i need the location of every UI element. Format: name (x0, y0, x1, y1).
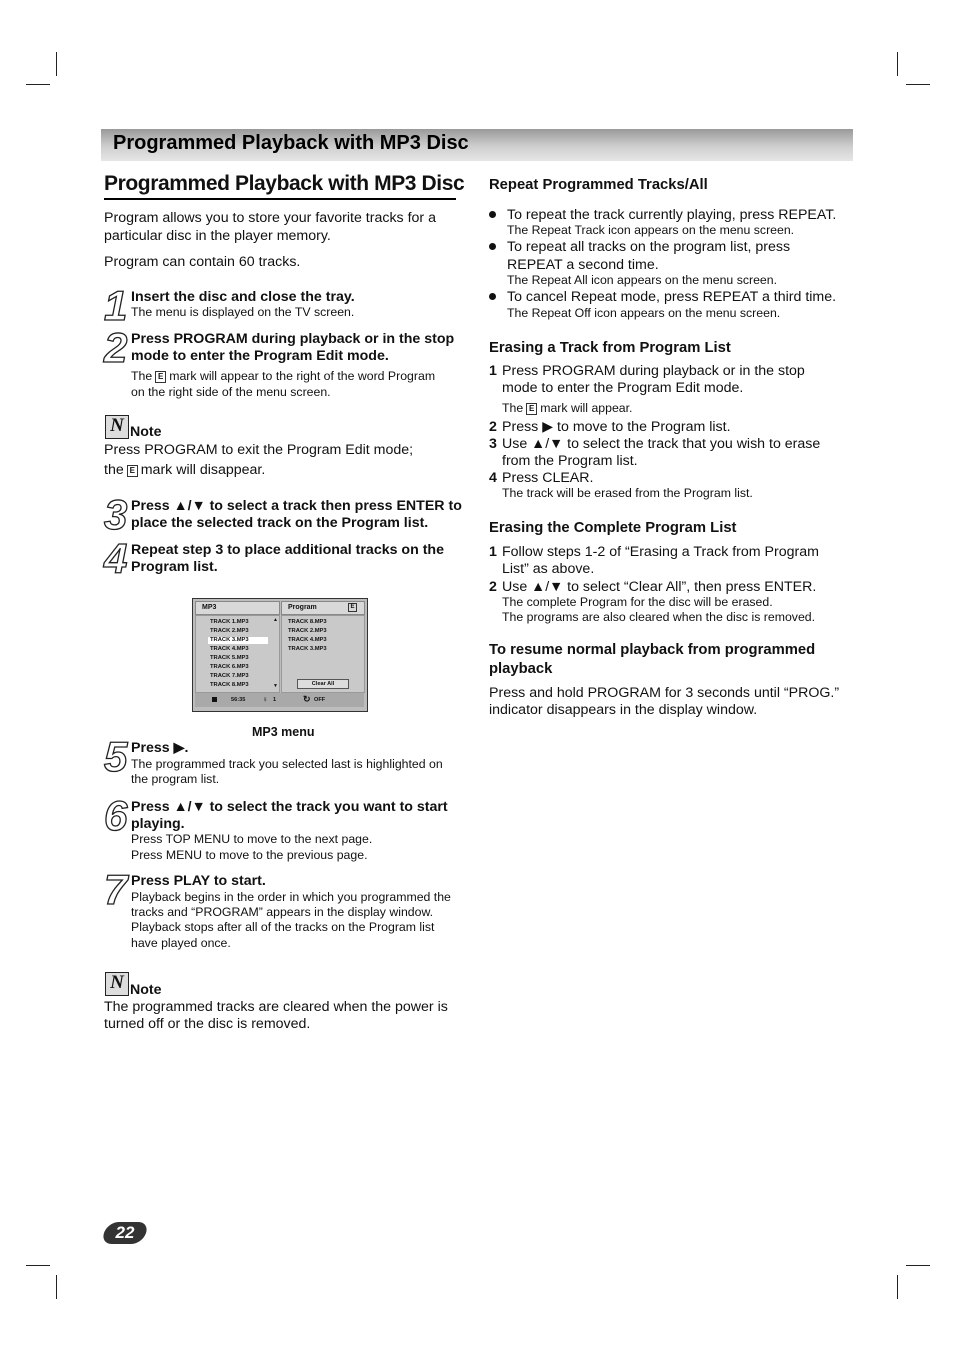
step-number-text: 4 (104, 535, 126, 582)
erase-sub-text: mark will appear. (540, 401, 633, 415)
bullet (489, 243, 496, 250)
crop-mark (56, 1275, 57, 1299)
complete-item: List” as above. (502, 561, 595, 577)
status-bar (195, 693, 364, 707)
step-sub-text: mark will appear to the right of the word Program (169, 369, 436, 383)
list-number: 1 (489, 544, 497, 560)
step-title: mode to enter the Program Edit mode. (131, 348, 389, 364)
list-number: 2 (489, 579, 497, 595)
list-number: 2 (489, 419, 497, 435)
resume-text: Press and hold PROGRAM for 3 seconds until “PROG.” (489, 685, 840, 701)
scroll-up-icon[interactable]: ▲ (273, 617, 278, 623)
complete-sub: The programs are also cleared when the disc is removed. (502, 610, 816, 624)
erase-sub (502, 401, 632, 417)
step-title: Press ▶. (131, 740, 189, 756)
step-number (104, 792, 126, 839)
note-text-part: mark will disappear. (140, 462, 266, 478)
repeat-sub: The Repeat All icon appears on the menu screen. (507, 273, 778, 287)
track-row[interactable]: TRACK 8.MP3 (210, 682, 249, 688)
track-row[interactable]: TRACK 4.MP3 (210, 646, 249, 652)
step-number (104, 733, 126, 780)
step-number (104, 491, 126, 538)
erase-sub: The track will be erased from the Program list. (502, 486, 753, 500)
erase-sub-text: The (502, 401, 524, 415)
program-header (281, 601, 365, 615)
scroll-down-icon[interactable]: ▼ (273, 683, 278, 689)
note-text: turned off or the disc is removed. (104, 1016, 311, 1032)
crop-mark (56, 52, 57, 76)
step-title: place the selected track on the Program list. (131, 515, 429, 531)
step-title: Press ▲/▼ to select a track then press ENTER to (131, 498, 462, 514)
program-row[interactable]: TRACK 4.MP3 (288, 637, 327, 643)
step-number-text: 7 (104, 866, 126, 913)
track-row[interactable]: TRACK 1.MP3 (210, 619, 249, 625)
erase-item: Use ▲/▼ to select the track that you wish to erase (502, 436, 821, 452)
crop-mark (897, 1275, 898, 1299)
repeat-status: OFF (314, 697, 326, 703)
erase-item: Press CLEAR. (502, 470, 594, 486)
step-number (104, 324, 126, 371)
step-title: Press ▲/▼ to select the track you want to start (131, 799, 448, 815)
crop-mark (906, 84, 930, 85)
resume-heading: playback (489, 661, 553, 677)
mp3-header (195, 601, 280, 615)
track-row-highlighted[interactable]: TRACK 3.MP3 (208, 637, 268, 644)
step-sub: tracks and “PROGRAM” appears in the display window. (131, 905, 434, 919)
erase-item: from the Program list. (502, 453, 638, 469)
time-display: 56:35 (231, 697, 246, 703)
step-sub: the program list. (131, 772, 220, 786)
figure-caption: MP3 menu (252, 725, 315, 739)
track-row[interactable]: TRACK 7.MP3 (210, 673, 249, 679)
resume-heading: To resume normal playback from programmed (489, 642, 816, 658)
track-row[interactable]: TRACK 2.MP3 (210, 628, 249, 634)
step-number (104, 866, 126, 913)
mp3-header-label: MP3 (202, 604, 217, 611)
step-title: Press PLAY to start. (131, 873, 266, 889)
note-text: Press PROGRAM to exit the Program Edit mode; (104, 442, 414, 458)
banner-title: Programmed Playback with MP3 Disc (113, 132, 469, 154)
step-number-text: 6 (104, 792, 126, 839)
edit-mark-icon: E (155, 371, 166, 383)
note-icon: N (105, 415, 129, 439)
program-row[interactable]: TRACK 2.MP3 (288, 628, 327, 634)
step-title: Insert the disc and close the tray. (131, 289, 355, 305)
list-number: 4 (489, 470, 497, 486)
crop-mark (897, 52, 898, 76)
note-label: Note (130, 982, 162, 998)
step-sub: Press MENU to move to the previous page. (131, 848, 368, 862)
note-text-part: the (104, 462, 124, 478)
program-row[interactable]: TRACK 8.MP3 (288, 619, 327, 625)
erase-item: Press PROGRAM during playback or in the stop (502, 363, 805, 379)
track-row[interactable]: TRACK 6.MP3 (210, 664, 249, 670)
step-number (104, 535, 126, 582)
bullet (489, 293, 496, 300)
list-number: 3 (489, 436, 497, 452)
repeat-item: To repeat all tracks on the program list, press (507, 239, 791, 255)
section-title: Programmed Playback with MP3 Disc (104, 172, 456, 200)
complete-heading: Erasing the Complete Program List (489, 520, 737, 536)
header-banner (101, 129, 853, 161)
crop-mark (906, 1265, 930, 1266)
track-icon: ♀ (262, 695, 268, 704)
step-number-text: 2 (104, 324, 126, 371)
page-number: 22 (115, 1223, 135, 1242)
repeat-item: To repeat the track currently playing, press REPEAT. (507, 207, 837, 223)
step-sub: The menu is displayed on the TV screen. (131, 305, 355, 319)
track-count: 1 (273, 697, 277, 703)
step-sub: Press TOP MENU to move to the next page. (131, 832, 373, 846)
edit-mark-icon: E (127, 465, 138, 477)
list-number: 1 (489, 363, 497, 379)
step-number-text: 3 (104, 491, 126, 538)
track-row[interactable]: TRACK 5.MP3 (210, 655, 249, 661)
complete-sub: The complete Program for the disc will be erased. (502, 595, 773, 609)
program-header-label: Program (288, 604, 317, 611)
page-number-badge (100, 1222, 149, 1244)
bullet (489, 211, 496, 218)
note-icon: N (105, 972, 129, 996)
step-title: Press PROGRAM during playback or in the stop (131, 331, 455, 347)
program-row[interactable]: TRACK 3.MP3 (288, 646, 327, 652)
step-sub: Playback begins in the order in which you programmed the (131, 890, 451, 904)
step-sub (131, 369, 435, 385)
crop-mark (26, 84, 50, 85)
erase-item: Press ▶ to move to the Program list. (502, 419, 731, 435)
repeat-sub: The Repeat Off icon appears on the menu screen. (507, 306, 781, 320)
step-sub: The programmed track you selected last is highlighted on (131, 757, 443, 771)
step-number-text: 1 (104, 282, 126, 329)
step-sub-text: The (131, 369, 153, 383)
step-sub: on the right side of the menu screen. (131, 385, 331, 399)
step-title: Repeat step 3 to place additional tracks on the (131, 542, 444, 558)
intro-line: Program allows you to store your favorite tracks for a (104, 210, 436, 226)
repeat-sub: The Repeat Track icon appears on the menu screen. (507, 223, 795, 237)
note-label: Note (130, 424, 162, 440)
intro-line: Program can contain 60 tracks. (104, 254, 301, 270)
repeat-item: To cancel Repeat mode, press REPEAT a third time. (507, 289, 837, 305)
repeat-icon: ↻ (303, 694, 311, 704)
complete-item: Follow steps 1-2 of “Erasing a Track from Program (502, 544, 819, 560)
repeat-item: REPEAT a second time. (507, 257, 659, 273)
erase-heading: Erasing a Track from Program List (489, 340, 731, 356)
erase-item: mode to enter the Program Edit mode. (502, 380, 744, 396)
step-title: playing. (131, 816, 185, 832)
edit-mark-icon: E (348, 603, 357, 612)
step-title: Program list. (131, 559, 218, 575)
mp3-menu-screenshot (192, 598, 368, 712)
intro-line: particular disc in the player memory. (104, 228, 331, 244)
crop-mark (26, 1265, 50, 1266)
resume-text: indicator disappears in the display window. (489, 702, 758, 718)
repeat-heading: Repeat Programmed Tracks/All (489, 177, 708, 193)
step-sub: Playback stops after all of the tracks on the Program list (131, 920, 435, 934)
clear-all-button[interactable]: Clear All (297, 679, 349, 689)
stop-icon (212, 697, 217, 702)
step-number-text: 5 (104, 733, 126, 780)
step-sub: have played once. (131, 936, 231, 950)
mp3-track-list (195, 615, 280, 693)
note-text: The programmed tracks are cleared when the power is (104, 999, 448, 1015)
step-number (104, 282, 126, 329)
edit-mark-icon: E (526, 403, 537, 415)
complete-item: Use ▲/▼ to select “Clear All”, then press ENTER. (502, 579, 817, 595)
note-text (104, 461, 265, 479)
